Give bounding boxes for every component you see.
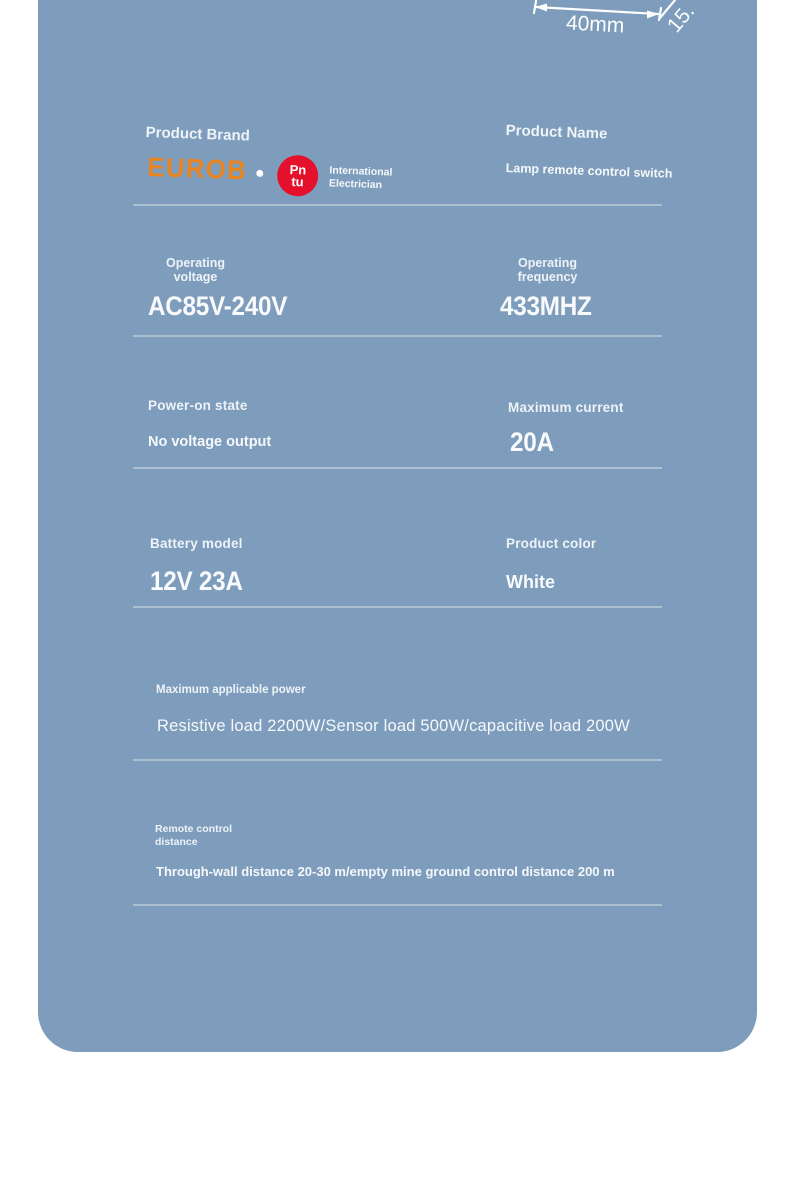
divider: [133, 335, 662, 337]
product-color-label: Product color: [506, 536, 597, 551]
product-color-value: White: [506, 572, 555, 592]
brand-logo-row: [146, 150, 477, 207]
cert-badge-line2: tu: [291, 173, 304, 189]
maximum-applicable-power-value: Resistive load 2200W/Sensor load 500W/capacitive load 200W: [157, 717, 630, 735]
divider: [133, 606, 662, 608]
brand-logo-eurob: EUROB: [146, 151, 248, 186]
side-dimension-label: 15.: [662, 0, 700, 38]
remote-control-distance-value: Through-wall distance 20-30 m/empty mine ground control distance 200 m: [156, 864, 615, 879]
width-dimension-label: 40mm: [565, 11, 625, 38]
operating-voltage-value: AC85V-240V: [148, 291, 288, 321]
power-on-state-label: Power-on state: [148, 398, 248, 413]
product-name-label: Product Name: [505, 122, 608, 143]
power-on-state-value: No voltage output: [148, 434, 272, 450]
spec-card: [38, 0, 757, 1052]
cert-text: [329, 164, 393, 191]
product-brand-label: Product Brand: [145, 124, 251, 145]
divider: [133, 467, 662, 469]
cert-badge-icon: [276, 155, 318, 197]
divider: [133, 759, 662, 761]
remote-control-distance-label: Remote control distance: [155, 823, 233, 848]
cert-text-line1: International: [329, 164, 393, 179]
battery-model-value: 12V 23A: [150, 566, 243, 596]
product-name-value: Lamp remote control switch: [505, 161, 673, 181]
maximum-current-value: 20A: [510, 427, 554, 457]
maximum-applicable-power-label: Maximum applicable power: [156, 684, 306, 696]
cert-text-line2: Electrician: [328, 176, 383, 191]
maximum-current-label: Maximum current: [508, 400, 624, 415]
battery-model-label: Battery model: [150, 536, 243, 551]
brand-separator-dot-icon: [256, 170, 263, 177]
operating-voltage-label: Operating voltage: [165, 256, 226, 285]
cert-badge-line1: Pn: [289, 162, 307, 178]
divider: [133, 204, 662, 206]
operating-frequency-label: Operating frequency: [517, 256, 578, 285]
divider: [133, 904, 662, 906]
dimension-arrow-icon: [38, 0, 757, 46]
operating-frequency-value: 433MHZ: [500, 291, 592, 321]
